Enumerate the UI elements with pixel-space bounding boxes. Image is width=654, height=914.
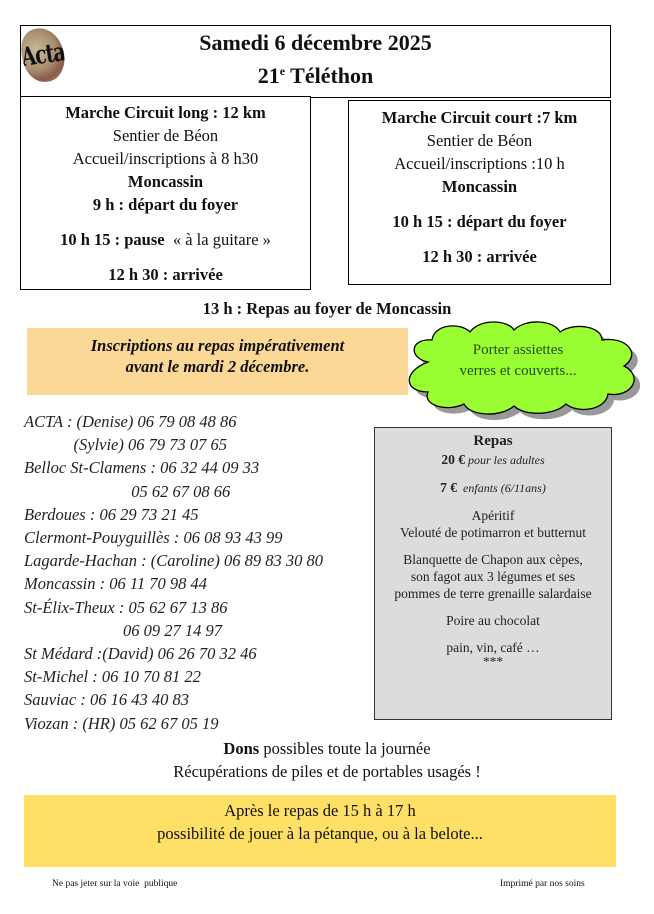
menu-main-line3: pommes de terre grenaille salardaise [394, 586, 592, 601]
contact-line: Moncassin : 06 11 70 98 44 [24, 574, 208, 594]
contact-line: St-Michel : 06 10 70 81 22 [24, 667, 201, 687]
cloud-note [418, 340, 618, 382]
arrival-label: : arrivée [158, 265, 223, 284]
contacts-list [24, 410, 374, 735]
menu-stars: *** [482, 654, 504, 669]
event-date-title: Samedi 6 décembre 2025 [199, 30, 432, 55]
contact-line: ACTA : (Denise) 06 79 08 48 86 [24, 412, 237, 431]
contact-line: 06 09 27 14 97 [24, 620, 222, 640]
after-meal-line2: possibilité de jouer à la pétanque, ou à la belote... [157, 824, 483, 843]
registration-line2: avant le mardi 2 décembre. [125, 357, 310, 376]
footer-left: Ne pas jeter sur la voie publique [52, 879, 178, 889]
walk-short-title: Marche Circuit court :7 km [381, 108, 578, 127]
registration-notice [27, 328, 408, 395]
contact-line: Lagarde-Hachan : (Caroline) 06 89 83 30 80 [24, 551, 323, 571]
edition-number: 21 [257, 63, 280, 88]
donations-line2: Récupérations de piles et de portables usagés ! [173, 762, 481, 781]
contact-line: 05 62 67 08 66 [24, 481, 231, 501]
walk-short-box [348, 100, 611, 285]
footer-right: Imprimé par nos soins [500, 879, 585, 889]
menu-box [374, 427, 612, 720]
edition-suffix: e [279, 64, 286, 78]
walk-short-arrival [349, 245, 610, 268]
arrival-time: 12 h 30 [108, 265, 159, 284]
walk-long-place: Sentier de Béon [112, 126, 219, 145]
event-name: Téléthon [285, 63, 374, 88]
menu-drinks: pain, vin, café … [446, 640, 540, 655]
contact-line: Belloc St-Clamens : 06 32 44 09 33 [24, 458, 260, 478]
walk-long-pause [21, 228, 310, 251]
menu-title: Repas [473, 433, 513, 449]
menu-dessert: Poire au chocolat [446, 613, 540, 628]
adult-price-label: pour les adultes [464, 453, 545, 467]
contact-line: Berdoues : 06 29 73 21 45 [24, 504, 199, 524]
registration-line1: Inscriptions au repas impérativement [90, 336, 345, 355]
donations-rest: possibles toute la journée [259, 739, 431, 758]
pause-label: « à la guitare » [164, 230, 271, 249]
contact-line: (Sylvie) 06 79 73 07 65 [24, 435, 228, 455]
contact-line: Sauviac : 06 16 43 40 83 [24, 690, 189, 710]
walk-long-departure: 9 h : départ du foyer [92, 195, 239, 214]
walk-short-departure: 10 h 15 : départ du foyer [392, 212, 567, 231]
walk-long-title: Marche Circuit long : 12 km [65, 103, 266, 122]
menu-course-soup: Velouté de potimarron et butternut [400, 525, 586, 540]
contact-line: Clermont-Pouyguillès : 06 08 93 43 99 [24, 528, 283, 548]
adult-price [375, 451, 611, 469]
menu-course-aperitif: Apéritif [471, 508, 515, 523]
walk-short-village: Moncassin [441, 177, 518, 196]
arrival-time: 12 h 30 [422, 247, 473, 266]
menu-main-line1: Blanquette de Chapon aux cèpes, [403, 552, 583, 567]
walk-short-place: Sentier de Béon [426, 131, 533, 150]
donations-bold: Dons [223, 739, 260, 758]
arrival-label: : arrivée [472, 247, 537, 266]
walk-long-welcome: Accueil/inscriptions à 8 h30 [72, 149, 259, 168]
logo-text: Acta [19, 37, 67, 73]
walk-long-arrival [21, 263, 310, 286]
walk-long-village: Moncassin [127, 172, 204, 191]
walk-long-box [20, 96, 311, 290]
after-meal-box [24, 795, 616, 867]
child-price-label: enfants (6/11ans) [457, 481, 546, 495]
donations-notice [0, 737, 654, 783]
donations-line1 [0, 737, 654, 760]
contact-line: Viozan : (HR) 05 62 67 05 19 [24, 713, 219, 733]
cloud-line1: Porter assiettes [472, 342, 564, 358]
child-price-value: 7 € [440, 480, 458, 495]
child-price [375, 479, 611, 497]
event-name-title [20, 63, 611, 89]
pause-time: 10 h 15 : pause [60, 230, 165, 249]
meal-location: 13 h : Repas au foyer de Moncassin [202, 299, 452, 318]
after-meal-line1: Après le repas de 15 h à 17 h [224, 801, 416, 820]
contact-line: St-Élix-Theux : 05 62 67 13 86 [24, 597, 228, 617]
menu-main-line2: son fagot aux 3 légumes et ses [410, 569, 576, 584]
cloud-line2: verres et couverts... [459, 363, 577, 379]
contact-line: St Médard :(David) 06 26 70 32 46 [24, 644, 257, 664]
walk-short-welcome: Accueil/inscriptions :10 h [394, 154, 565, 173]
adult-price-value: 20 € [441, 452, 465, 467]
